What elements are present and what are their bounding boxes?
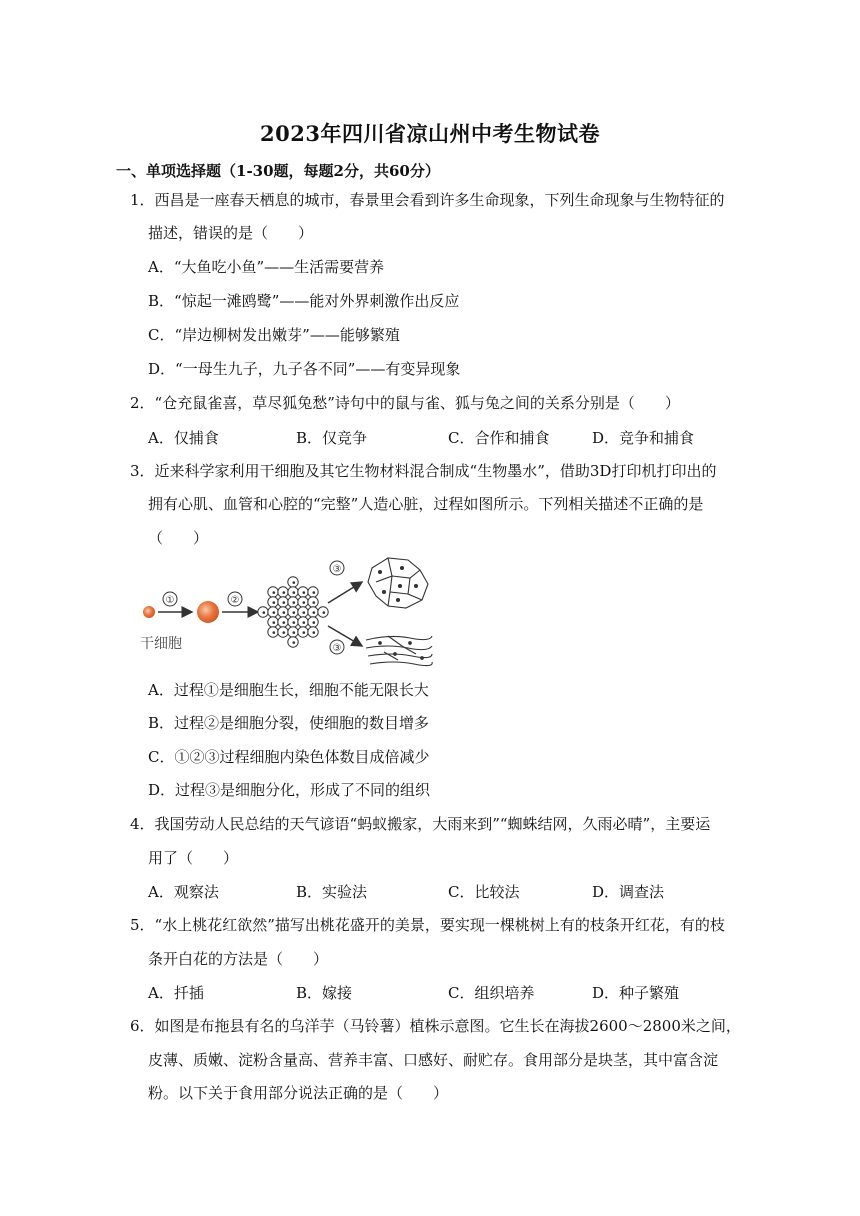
question-4-line-1: 4．我国劳动人民总结的天气谚语“蚂蚁搬家，大雨来到”“蜘蛛结网，久雨必晴”，主要运 bbox=[130, 815, 711, 833]
question-4-option-b: B．实验法 bbox=[296, 883, 368, 901]
step-2-label: ② bbox=[230, 595, 240, 606]
question-5-option-b: B．嫁接 bbox=[296, 984, 353, 1002]
stem-cell-label: 干细胞 bbox=[140, 636, 182, 652]
page-title: 2023年四川省凉山州中考生物试卷 bbox=[260, 121, 600, 146]
question-5-options bbox=[148, 982, 768, 1002]
question-5-option-c: C．组织培养 bbox=[448, 984, 535, 1002]
question-5-line-2: 条开白花的方法是（ ） bbox=[148, 950, 329, 968]
question-1-option-c: C．“岸边柳树发出嫩芽”——能够繁殖 bbox=[148, 326, 400, 344]
question-1-line-2: 描述，错误的是（ ） bbox=[148, 224, 314, 242]
question-4-options bbox=[148, 881, 768, 901]
question-1-option-a: A．“大鱼吃小鱼”——生活需要营养 bbox=[148, 258, 385, 276]
question-3-option-c: C．①②③过程细胞内染色体数目成倍减少 bbox=[148, 748, 430, 766]
step-1-label: ① bbox=[165, 595, 175, 606]
question-2-option-c: C．合作和捕食 bbox=[448, 429, 550, 447]
question-2-option-a: A．仅捕食 bbox=[148, 429, 219, 447]
question-4-option-a: A．观察法 bbox=[148, 883, 219, 901]
section-heading: 一、单项选择题（1-30题，每题2分，共60分） bbox=[116, 162, 440, 180]
question-2-option-b: B．仅竞争 bbox=[296, 429, 368, 447]
tissue-polygonal bbox=[368, 558, 428, 608]
question-5-option-d: D．种子繁殖 bbox=[592, 984, 680, 1002]
tissue-fibrous bbox=[366, 636, 432, 666]
question-4-option-d: D．调查法 bbox=[592, 883, 665, 901]
question-3-line-3: （ ） bbox=[148, 529, 209, 547]
question-5-line-1: 5．“水上桃花红欲然”描写出桃花盛开的美景，要实现一棵桃树上有的枝条开红花，有的枝 bbox=[130, 916, 725, 934]
stem-cell-small bbox=[143, 606, 155, 618]
arrow-step-3-upper bbox=[328, 582, 362, 603]
question-2-option-d: D．竞争和捕食 bbox=[592, 429, 695, 447]
question-1-line-1: 1．西昌是一座春天栖息的城市，春景里会看到许多生命现象，下列生命现象与生物特征的 bbox=[130, 191, 725, 209]
cell-cluster bbox=[258, 577, 328, 647]
stem-cell-grown bbox=[197, 601, 219, 623]
question-3-line-1: 3．近来科学家利用干细胞及其它生物材料混合制成“生物墨水”，借助3D打印机打印出的 bbox=[130, 462, 717, 480]
step-3-lower-label: ③ bbox=[332, 643, 342, 654]
question-3-option-b: B．过程②是细胞分裂，使细胞的数目增多 bbox=[148, 714, 430, 732]
question-6-line-2: 皮薄、质嫩、淀粉含量高、营养丰富、口感好、耐贮存。食用部分是块茎，其中富含淀 bbox=[148, 1051, 719, 1069]
question-4-option-c: C．比较法 bbox=[448, 883, 520, 901]
question-3-option-a: A．过程①是细胞生长，细胞不能无限长大 bbox=[148, 681, 429, 699]
question-3-line-2: 拥有心肌、血管和心腔的“完整”人造心脏，过程如图所示。下列相关描述不正确的是 bbox=[148, 495, 704, 513]
question-6-line-1: 6．如图是布拖县有名的乌洋芋（马铃薯）植株示意图。它生长在海拔2600～2800米之间， bbox=[130, 1017, 741, 1035]
question-3-option-d: D．过程③是细胞分化，形成了不同的组织 bbox=[148, 781, 431, 799]
question-1-option-b: B．“惊起一滩鸥鹭”——能对外界刺激作出反应 bbox=[148, 292, 460, 310]
question-6-line-3: 粉。以下关于食用部分说法正确的是（ ） bbox=[148, 1084, 449, 1102]
question-2-options bbox=[148, 427, 768, 447]
stem-cell-diagram bbox=[140, 548, 440, 676]
question-2-line-1: 2．“仓充鼠雀喜，草尽狐兔愁”诗句中的鼠与雀、狐与兔之间的关系分别是（ ） bbox=[130, 394, 680, 412]
question-5-option-a: A．扦插 bbox=[148, 984, 204, 1002]
question-1-option-d: D．“一母生九子，九子各不同”——有变异现象 bbox=[148, 360, 461, 378]
question-4-line-2: 用了（ ） bbox=[148, 849, 239, 867]
step-3-upper-label: ③ bbox=[332, 564, 342, 575]
